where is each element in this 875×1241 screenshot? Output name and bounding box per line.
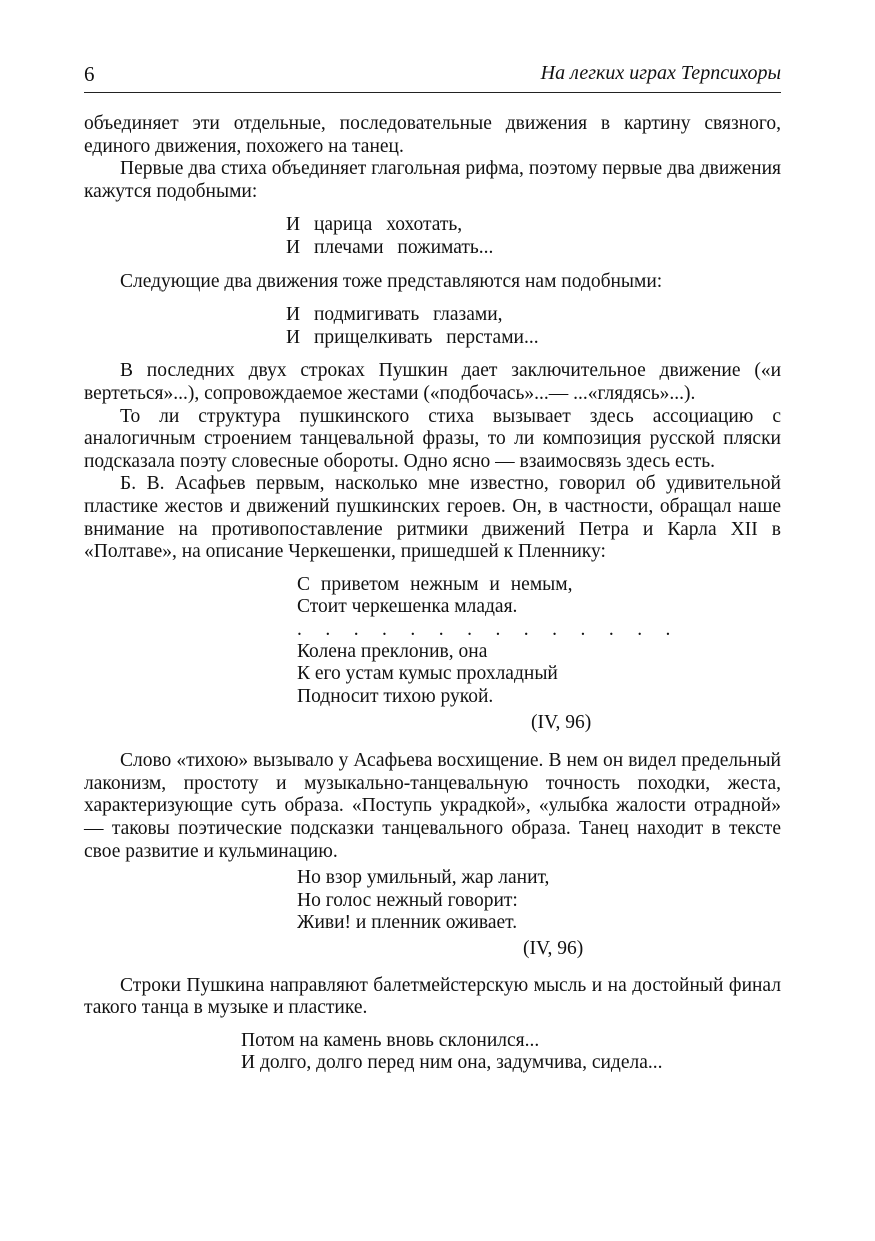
verse-quote-4: [297, 867, 781, 960]
verse-line: Потом на камень вновь склонился...: [241, 1029, 540, 1051]
paragraph-6: Б. В. Асафьев первым, насколько мне известно, говорил об удивительной пластике жестов и движений пушкинских героев. Он, в частности, обращал наше внимание на противопоставление ритмики движений Петра и Карла XII в «Полтаве», на описание Черкешенки, пришедшей к Пленнику:: [84, 473, 781, 563]
paragraph-7: Слово «тихою» вызывало у Асафьева восхищение. В нем он видел предельный лаконизм, простоту и музыкально-танцевальную точность походки, жеста, характеризующие суть образа. «Поступь украдкой», «улыбка жалости отрадной» — таковы поэтические подсказки танцевального образа. Танец находит в тексте свое развитие и кульминацию.: [84, 750, 781, 862]
verse-line: И царица хохотать,: [286, 214, 463, 236]
verse-line: И подмигивать глазами,: [286, 304, 503, 326]
running-title: На легких играх Терпсихоры: [540, 62, 781, 84]
verse-line: Стоит черкешенка младая.: [297, 596, 518, 618]
paragraph-3: Следующие два движения тоже представляются нам подобными:: [120, 270, 663, 292]
paragraph-8: Строки Пушкина направляют балетмейстерскую мысль и на достойный финал такого танца в музыке и пластике.: [84, 974, 781, 1019]
verse-citation: (IV, 96): [523, 938, 584, 959]
verse-line: С приветом нежным и немым,: [297, 573, 573, 595]
verse-quote-1: [286, 214, 781, 259]
verse-line: Но голос нежный говорит:: [297, 889, 518, 911]
verse-quote-2: [286, 304, 781, 349]
verse-quote-5: [241, 1030, 781, 1075]
verse-line: Живи! и пленник оживает.: [297, 912, 518, 934]
page-header: [84, 62, 781, 93]
verse-quote-3: [297, 574, 781, 735]
paragraph-2: Первые два стиха объединяет глагольная рифма, поэтому первые два движения кажутся подобными:: [84, 158, 781, 202]
verse-line: Но взор умильный, жар ланит,: [297, 867, 550, 889]
verse-line: И долго, долго перед ним она, задумчива, сидела...: [241, 1052, 663, 1074]
paragraph-1: объединяет эти отдельные, последовательные движения в картину связного, единого движения, похожего на танец.: [84, 113, 781, 157]
paragraph-5: То ли структура пушкинского стиха вызывает здесь ассоциацию с аналогичным строением танцевальной фразы, то ли композиция русской пляски подсказала поэту словесные обороты. Одно ясно — взаимосвязь здесь есть.: [84, 405, 781, 472]
verse-line: К его устам кумыс прохладный: [297, 663, 558, 685]
main-text: [84, 113, 781, 1075]
verse-citation: (IV, 96): [531, 711, 592, 733]
verse-line: Подносит тихою рукой.: [297, 686, 494, 708]
page-number: 6: [84, 62, 95, 86]
verse-line: И прищелкивать перстами...: [286, 326, 539, 348]
verse-line: Колена преклонив, она: [297, 640, 488, 662]
verse-ellipsis: . . . . . . . . . . . . . .: [297, 618, 680, 640]
verse-line: И плечами пожимать...: [286, 236, 494, 258]
paragraph-4: В последних двух строках Пушкин дает заключительное движение («и вертеться»...), сопровождаемое жестами («подбочась»...— ...«глядясь»...).: [84, 360, 781, 404]
